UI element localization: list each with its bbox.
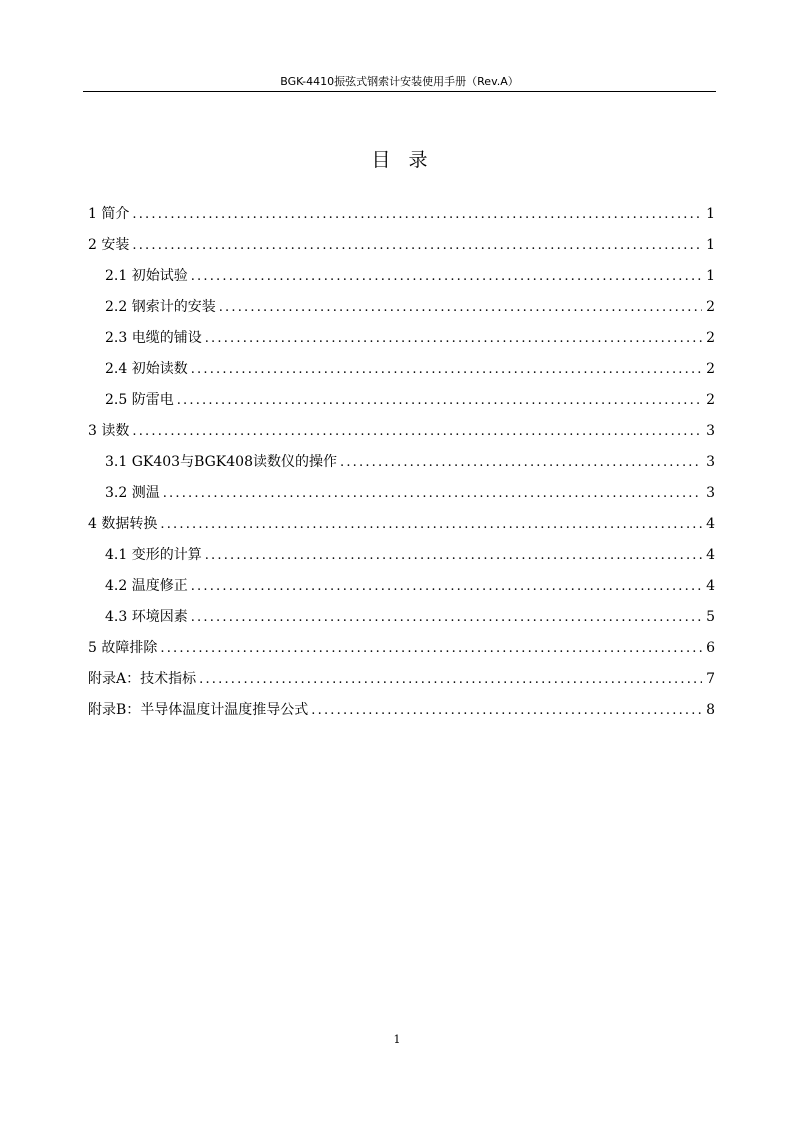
toc-entry-page: 3 xyxy=(706,423,715,439)
toc-entry[interactable] xyxy=(88,543,715,574)
toc-entry-page: 7 xyxy=(706,671,715,687)
toc-dot-leader xyxy=(160,513,702,537)
toc-entry-label: 2.4 初始读数 xyxy=(105,361,188,377)
toc-entry-label: 3.1 GK403与BGK408读数仪的操作 xyxy=(105,454,337,470)
toc-dot-leader xyxy=(132,203,702,227)
toc-dot-leader xyxy=(219,296,702,320)
toc-entry-label: 5 故障排除 xyxy=(88,640,158,656)
toc-entry-label: 2.5 防雷电 xyxy=(105,392,174,408)
toc-dot-leader xyxy=(191,606,702,630)
toc-entry[interactable] xyxy=(88,357,715,388)
toc-entry-label: 4.1 变形的计算 xyxy=(105,547,202,563)
toc-entry-page: 4 xyxy=(706,578,715,594)
toc-entry-label: 2.1 初始试验 xyxy=(105,268,188,284)
toc-entry-label: 3 读数 xyxy=(88,423,130,439)
toc-entry-page: 3 xyxy=(706,454,715,470)
toc-entry-page: 1 xyxy=(706,206,715,222)
toc-entry[interactable] xyxy=(88,295,715,326)
toc-entry-label: 3.2 测温 xyxy=(105,485,160,501)
toc-entry[interactable] xyxy=(88,233,715,264)
toc-entry-label: 附录A：技术指标 xyxy=(88,671,197,687)
toc-entry-page: 6 xyxy=(706,640,715,656)
toc-entry-page: 8 xyxy=(706,702,715,718)
toc-entry-page: 2 xyxy=(706,330,715,346)
header-rule xyxy=(83,91,716,92)
toc-entry[interactable] xyxy=(88,574,715,605)
toc-entry[interactable] xyxy=(88,667,715,698)
toc-entry-label: 4.2 温度修正 xyxy=(105,578,188,594)
toc-dot-leader xyxy=(205,327,702,351)
page-number: 1 xyxy=(393,1033,401,1046)
toc-dot-leader xyxy=(160,637,702,661)
toc-entry-page: 1 xyxy=(706,237,715,253)
toc-list xyxy=(88,202,715,729)
toc-entry[interactable] xyxy=(88,202,715,233)
toc-dot-leader xyxy=(191,358,702,382)
toc-dot-leader xyxy=(191,265,702,289)
toc-entry-label: 2.2 钢索计的安装 xyxy=(105,299,216,315)
toc-entry[interactable] xyxy=(88,264,715,295)
toc-entry-label: 2 安装 xyxy=(88,237,130,253)
toc-entry-page: 4 xyxy=(706,547,715,563)
running-header: BGK-4410振弦式钢索计安装使用手册（Rev.A） xyxy=(280,75,519,88)
toc-entry-label: 1 简介 xyxy=(88,206,130,222)
toc-entry-page: 3 xyxy=(706,485,715,501)
toc-entry[interactable] xyxy=(88,419,715,450)
toc-entry[interactable] xyxy=(88,481,715,512)
toc-entry[interactable] xyxy=(88,326,715,357)
toc-entry[interactable] xyxy=(88,698,715,729)
toc-entry-page: 4 xyxy=(706,516,715,532)
toc-dot-leader xyxy=(311,699,702,723)
toc-entry[interactable] xyxy=(88,605,715,636)
toc-entry-label: 4.3 环境因素 xyxy=(105,609,188,625)
toc-entry[interactable] xyxy=(88,636,715,667)
toc-dot-leader xyxy=(205,544,702,568)
toc-dot-leader xyxy=(191,575,702,599)
toc-dot-leader xyxy=(132,234,702,258)
toc-entry[interactable] xyxy=(88,450,715,481)
toc-entry[interactable] xyxy=(88,388,715,419)
toc-entry-label: 2.3 电缆的铺设 xyxy=(105,330,202,346)
toc-dot-leader xyxy=(199,668,702,692)
toc-entry-page: 2 xyxy=(706,361,715,377)
toc-dot-leader xyxy=(132,420,702,444)
toc-entry[interactable] xyxy=(88,512,715,543)
toc-entry-label: 4 数据转换 xyxy=(88,516,158,532)
toc-dot-leader xyxy=(340,451,702,475)
toc-entry-page: 5 xyxy=(706,609,715,625)
toc-title: 目录 xyxy=(371,149,446,171)
toc-dot-leader xyxy=(163,482,702,506)
toc-entry-page: 2 xyxy=(706,392,715,408)
toc-entry-page: 1 xyxy=(706,268,715,284)
toc-entry-label: 附录B：半导体温度计温度推导公式 xyxy=(88,702,309,718)
toc-dot-leader xyxy=(177,389,702,413)
toc-entry-page: 2 xyxy=(706,299,715,315)
